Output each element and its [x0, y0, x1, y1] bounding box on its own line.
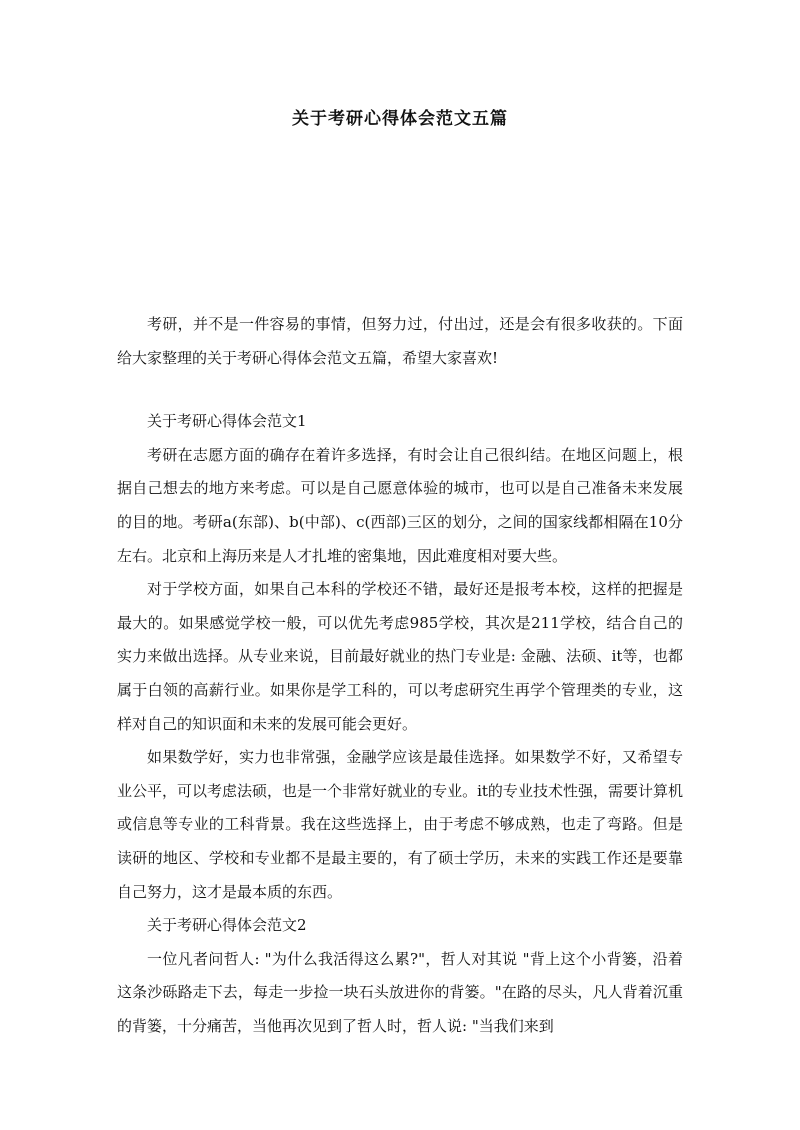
section1-paragraph-3: 如果数学好，实力也非常强，金融学应该是最佳选择。如果数学不好，又希望专业公平，可以考虑法硕，也是一个非常好就业的专业。it的专业技术性强，需要计算机或信息等专业的工科背景。我在这些选择上，由于考虑不够成熟，也走了弯路。但是读研的地区、学校和专业都不是最主要的，有了硕士学历，未来的实践工作还是要靠自己努力，这才是最本质的东西。 [117, 748, 683, 901]
intro-paragraph: 考研，并不是一件容易的事情，但努力过，付出过，还是会有很多收获的。下面给大家整理的关于考研心得体会范文五篇，希望大家喜欢! [117, 315, 683, 367]
section-heading-2: 关于考研心得体会范文2 [147, 916, 307, 935]
document-title: 关于考研心得体会范文五篇 [292, 109, 508, 129]
section1-paragraph-1: 考研在志愿方面的确存在着许多选择，有时会让自己很纠结。在地区问题上，根据自己想去的地方来考虑。可以是自己愿意体验的城市，也可以是自己准备未来发展的目的地。考研a(东部)、b(中部)、c(西部)三区的划分，之间的国家线都相隔在10分左右。北京和上海历来是人才扎堆的密集地，因此难度相对要大些。 [117, 445, 683, 565]
section-heading-1: 关于考研心得体会范文1 [147, 412, 307, 431]
section2-paragraph-1: 一位凡者问哲人: "为什么我活得这么累?"，哲人对其说 "背上这个小背篓，沿着这条沙砾路走下去，每走一步捡一块石头放进你的背篓。"在路的尽头，凡人背着沉重的背篓，十分痛苦，当他再次见到了哲人时，哲人说: "当我们来到 [117, 949, 683, 1035]
section1-paragraph-2: 对于学校方面，如果自己本科的学校还不错，最好还是报考本校，这样的把握是最大的。如果感觉学校一般，可以优先考虑985学校，其次是211学校，结合自己的实力来做出选择。从专业来说，目前最好就业的热门专业是: 金融、法硕、it等，也都属于白领的高薪行业。如果你是学工科的，可以考虑研究生再学个管理类的专业，这样对自己的知识面和未来的发展可能会更好。 [117, 580, 683, 733]
document-body [117, 308, 683, 1043]
